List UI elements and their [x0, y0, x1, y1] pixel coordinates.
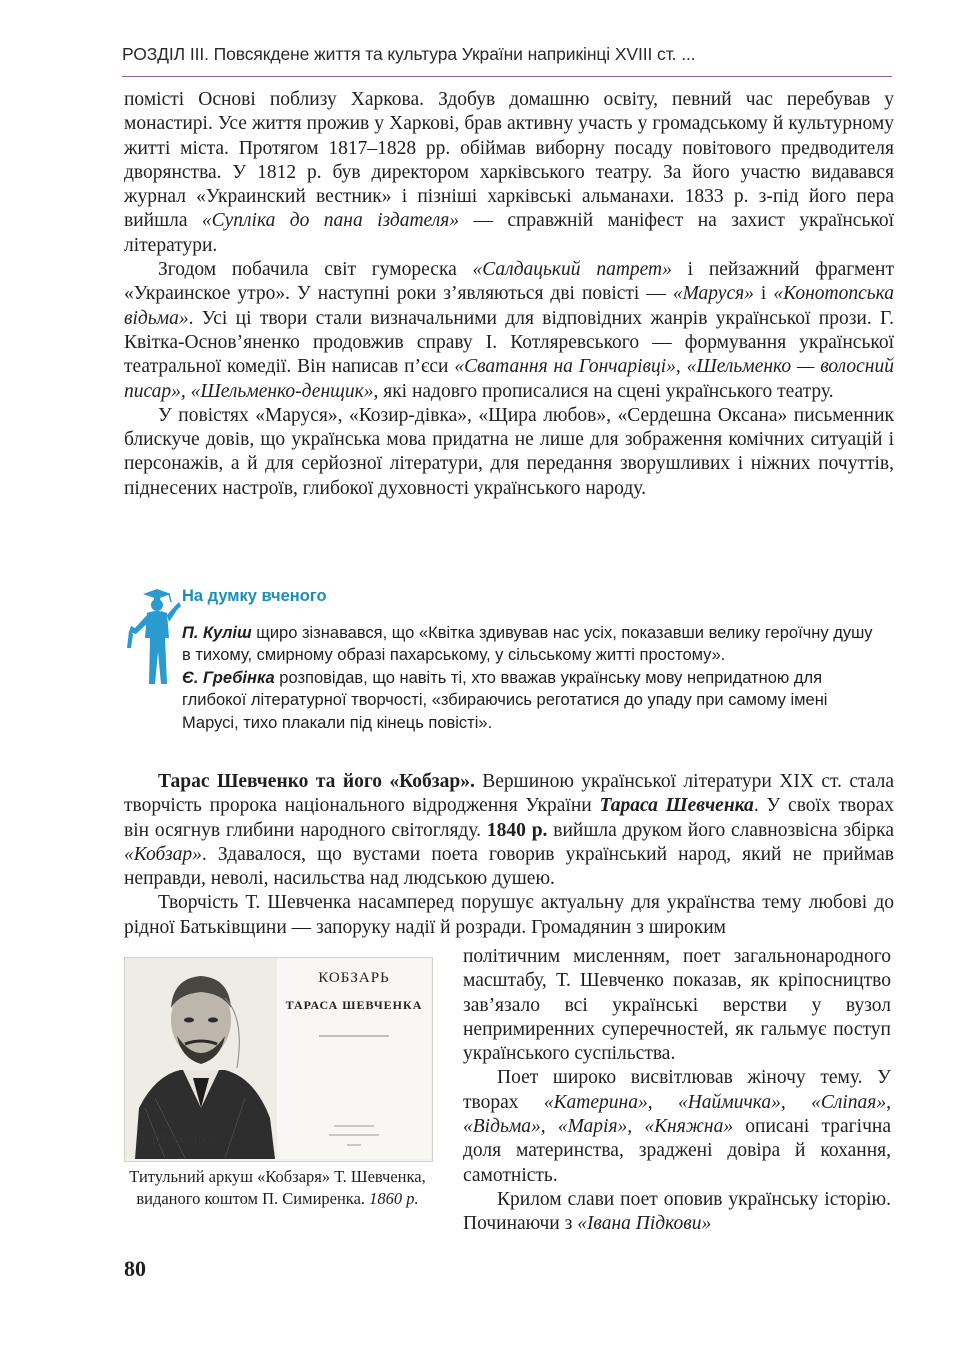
title-page-rule [277, 1033, 431, 1041]
quote-text: щиро зізнавався, що «Квітка здивував нас усіх, показавши велику героїчну душу в тихому, смирному образі пахарському, у сільському житті простому». [182, 624, 873, 665]
paragraph-3: У повістях «Маруся», «Козир-дівка», «Щира любов», «Сердешна Оксана» письменник блискуче довів, що українська мова придатна не лише для зображення комічних ситуацій і персонажів, а й для серйозної літератури, для передання зворушливих і ніжних почуттів, піднесених настроїв, глибокої духовності українського народу. [124, 404, 894, 499]
text-span: Поет широко висвітлював жіночу тему. У творах [463, 1067, 891, 1113]
work-title: «Супліка до пана іздателя» [201, 210, 460, 232]
quote-text: розповідав, що навіть ті, хто вважав українську мову непридатною для глибокої літературної творчості, «збираючись реготатися до упаду при самому імені Марусі, тихо плакали під кінець повісті». [182, 668, 828, 732]
paragraph-4 [124, 770, 894, 891]
quote-author: П. Куліш [182, 624, 252, 642]
caption-year: 1860 р. [369, 1188, 419, 1208]
year: 1840 р. [486, 819, 548, 841]
paragraph-7 [463, 1188, 891, 1237]
work-title: «Салдацький патрет» [472, 259, 672, 281]
intro-text [124, 88, 894, 501]
shevchenko-section [124, 770, 894, 940]
title-page-line-2: ТАРАСА ШЕВЧЕНКА [285, 998, 423, 1012]
section-heading: Тарас Шевченко та його «Кобзар». [158, 771, 475, 792]
quote-hrebinka [182, 667, 882, 734]
page-number: 80 [124, 1256, 146, 1281]
chapter-header: РОЗДІЛ ІІІ. Повсякдене життя та культура України наприкінці XVIII ст. ... [122, 44, 696, 64]
text-span: Вершиною української літератури XIX ст. стала творчість пророка національного відродження України [124, 771, 894, 817]
figure-caption [124, 1166, 431, 1210]
scholar-figure-icon [127, 588, 181, 688]
header-divider [122, 76, 892, 77]
quote-author: Є. Гребінка [182, 668, 275, 687]
person-name: Тараса Шевченка [599, 795, 754, 817]
paragraph-5: Творчість Т. Шевченка насамперед порушує актуальну для українства тему любові до рідної Батьківщини — запоруку надії й розради. Громадянин з широким [124, 892, 894, 938]
work-title: «Кобзар» [124, 843, 202, 865]
text-span: помісті Основі поблизу Харкова. Здобув домашню освіту, певний час перебував у монастирі. Усе життя прожив у Харкові, брав активну участь у громадському й культурному житті міста. Протягом 1817–1828 рр. обіймав виборну посаду повітового предводителя дворянства. У 1812 р. був директором харківського театру. За його участю видавався журнал «Украинский вестник» і пізніші харківські альманахи. 1833 р. з-під його пера вийшла [124, 89, 894, 232]
quote-kulish [182, 622, 882, 667]
title-page-imprint [277, 1123, 431, 1153]
work-title: «Сватання на Гончарівці», «Шельменко — волосний писар», «Шельменко-денщик» [124, 356, 894, 402]
text-span: — справжній маніфест на захист української літератури. [124, 210, 894, 256]
text-span: , які надовго прописалися на сцені українського театру. [373, 380, 834, 402]
work-title: «Івана Підкови» [577, 1213, 712, 1235]
text-span: Згодом побачила світ гумореска [158, 259, 473, 281]
text-span: . Здавалося, що вустами поета говорив український народ, який не приймав неправди, неволі, насильства над людською душею. [124, 843, 894, 890]
text-span: Крилом слави поет оповив українську історію. Починаючи з [463, 1188, 891, 1235]
text-span: описані трагічна доля материнства, зраджені довіра й кохання, самотність. [463, 1116, 891, 1186]
text-span: і [753, 283, 774, 305]
paragraph-5-continued: політичним мисленням, поет загальнонародного масштабу, Т. Шевченко показав, як кріпосництво зав’язало всі українські верстви у вузол непримиренних суперечностей, як гальмує поступ українського суспільства. [463, 946, 891, 1065]
scholar-quotes [182, 622, 882, 734]
work-title: «Конотопська відьма» [124, 283, 894, 329]
scholar-box-title: На думку вченого [182, 587, 327, 605]
portrait-image [125, 958, 277, 1159]
caption-text: Титульний аркуш «Кобзаря» Т. Шевченка, виданого коштом П. Симиренка. [129, 1167, 426, 1208]
signature: Т Шевченко [139, 1132, 216, 1148]
text-span: . Усі ці твори стали визначальними для відповідних жанрів української прози. Г. Квітка-Основ’яненко продовжив справу І. Котляревського — формування української театральної комедії. Він написав п’єси [124, 307, 894, 378]
work-title: «Маруся» [672, 283, 754, 305]
portrait-and-title-page-image [124, 957, 433, 1162]
text-span: і пейзажний фрагмент «Украинское утро». У наступні роки з’являються дві повісті — [124, 259, 894, 305]
work-title: «Катерина», «Наймичка», «Сліпая», «Відьма», «Марія», «Княжна» [463, 1091, 891, 1138]
text-span: . У своїх творах він осягнув глибини народного світогляду. [124, 795, 894, 841]
paragraph-1 [124, 88, 894, 258]
paragraph-6 [463, 1066, 891, 1187]
text-span: вийшла друком його славнозвісна збірка [547, 819, 894, 841]
title-page-line-1: КОБЗАРЬ [318, 970, 390, 986]
paragraph-2 [124, 258, 894, 404]
right-column-text [463, 945, 891, 1237]
title-page [277, 958, 431, 1159]
